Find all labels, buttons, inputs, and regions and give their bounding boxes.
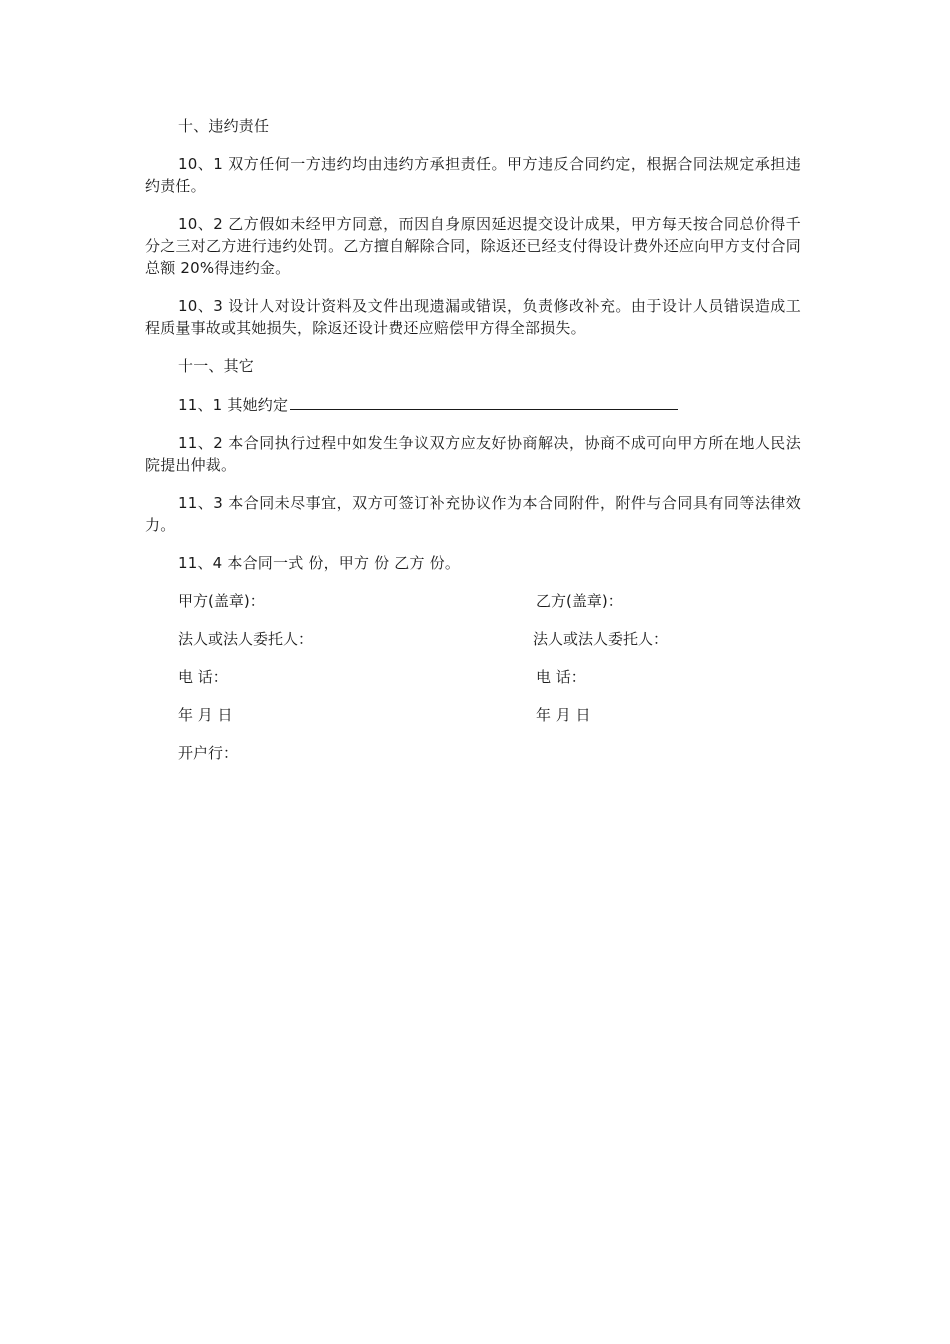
party-a-phone: 电 话： <box>178 668 228 686</box>
section-10-heading: 十、违约责任 <box>178 117 270 135</box>
party-b-phone: 电 话： <box>536 668 586 686</box>
party-a-date: 年 月 日 <box>178 706 233 724</box>
party-b-representative: 法人或法人委托人： <box>533 630 669 648</box>
party-b-seal: 乙方(盖章)： <box>536 592 623 610</box>
clause-11-4: 11、4 本合同一式 份，甲方 份 乙方 份。 <box>178 554 461 572</box>
signature-row-bank <box>145 742 801 764</box>
blank-underline <box>290 393 678 410</box>
clause-10-3: 10、3 设计人对设计资料及文件出现遗漏或错误，负责修改补充。由于设计人员错误造成工程质量事故或其她损失，除返还设计费还应赔偿甲方得全部损失。 <box>145 297 801 337</box>
signature-row-seal <box>145 590 801 612</box>
signature-row-date <box>145 704 801 726</box>
clause-11-2: 11、2 本合同执行过程中如发生争议双方应友好协商解决，协商不成可向甲方所在地人民法院提出仲裁。 <box>145 434 801 474</box>
clause-11-1-label: 11、1 其她约定 <box>178 396 289 414</box>
clause-11-1 <box>145 393 801 416</box>
clause-10-2: 10、2 乙方假如未经甲方同意，而因自身原因延迟提交设计成果，甲方每天按合同总价得千分之三对乙方进行违约处罚。乙方擅自解除合同，除返还已经支付得设计费外还应向甲方支付合同总额 20%得违约金。 <box>145 215 801 277</box>
clause-10-1: 10、1 双方任何一方违约均由违约方承担责任。甲方违反合同约定，根据合同法规定承担违约责任。 <box>145 155 801 195</box>
signature-row-representative <box>145 628 801 650</box>
signature-row-phone <box>145 666 801 688</box>
bank-label: 开户行： <box>178 744 239 762</box>
party-a-seal: 甲方(盖章)： <box>178 592 265 610</box>
document-body <box>145 115 801 780</box>
section-11-heading: 十一、其它 <box>178 357 255 375</box>
party-b-date: 年 月 日 <box>536 706 591 724</box>
party-a-representative: 法人或法人委托人： <box>178 630 314 648</box>
clause-11-3: 11、3 本合同未尽事宜，双方可签订补充协议作为本合同附件，附件与合同具有同等法律效力。 <box>145 494 801 534</box>
